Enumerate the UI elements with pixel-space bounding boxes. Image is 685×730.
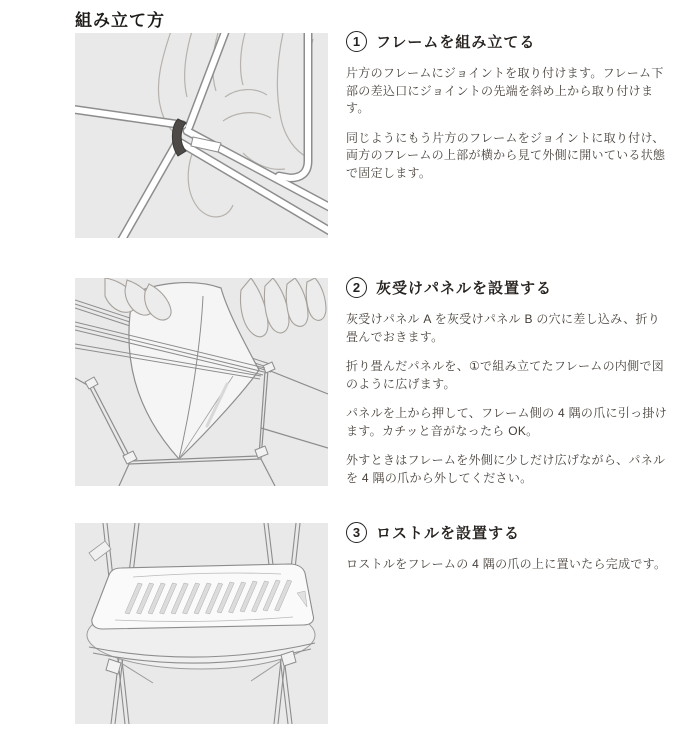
- step-3-section: [346, 522, 671, 586]
- step-1-body: [346, 65, 671, 182]
- step-2-title: 灰受けパネルを設置する: [376, 280, 553, 297]
- step-2-heading: [346, 277, 671, 298]
- step-3-title: ロストルを設置する: [376, 525, 521, 542]
- illustration-ash-panel-install: [75, 278, 328, 486]
- step-3-body: [346, 556, 671, 574]
- step-3-number-badge: 3: [346, 522, 367, 543]
- step-2-paragraph: パネルを上から押して、フレーム側の 4 隅の爪に引っ掛けます。カチッと音がなったら OK。: [346, 406, 668, 438]
- grate-drawing: [75, 523, 328, 724]
- step-2-paragraph: 折り畳んだパネルを、①で組み立てたフレームの内側で図のように広げます。: [346, 359, 665, 391]
- illustration-grate-placement: [75, 523, 328, 724]
- step-2-number-badge: 2: [346, 277, 367, 298]
- page-title: 組み立て方: [75, 11, 165, 30]
- step-2-section: [346, 277, 671, 499]
- step-3-heading: [346, 522, 671, 543]
- frame-joint-drawing: [75, 33, 328, 238]
- step-1-paragraph: 同じようにもう片方のフレームをジョイントに取り付け、両方のフレームの上部が横から見て外側に開いている状態で固定します。: [346, 130, 666, 180]
- step-2-paragraph: 外すときはフレームを外側に少しだけ広げながら、パネルを 4 隅の爪から外してください。: [346, 453, 666, 485]
- step-1-section: [346, 31, 671, 194]
- step-1-number-badge: 1: [346, 31, 367, 52]
- step-1-heading: [346, 31, 671, 52]
- step-1-title: フレームを組み立てる: [376, 34, 536, 51]
- step-1-paragraph: 片方のフレームにジョイントを取り付けます。フレーム下部の差込口にジョイントの先端を斜め上から取り付けます。: [346, 66, 664, 115]
- ash-panel-drawing: [75, 278, 328, 486]
- step-2-body: [346, 311, 671, 487]
- step-2-paragraph: 灰受けパネル A を灰受けパネル B の穴に差し込み、折り畳んでおきます。: [346, 312, 661, 344]
- step-3-paragraph: ロストルをフレームの 4 隅の爪の上に置いたら完成です。: [346, 557, 667, 571]
- illustration-frame-joint-closeup: [75, 33, 328, 238]
